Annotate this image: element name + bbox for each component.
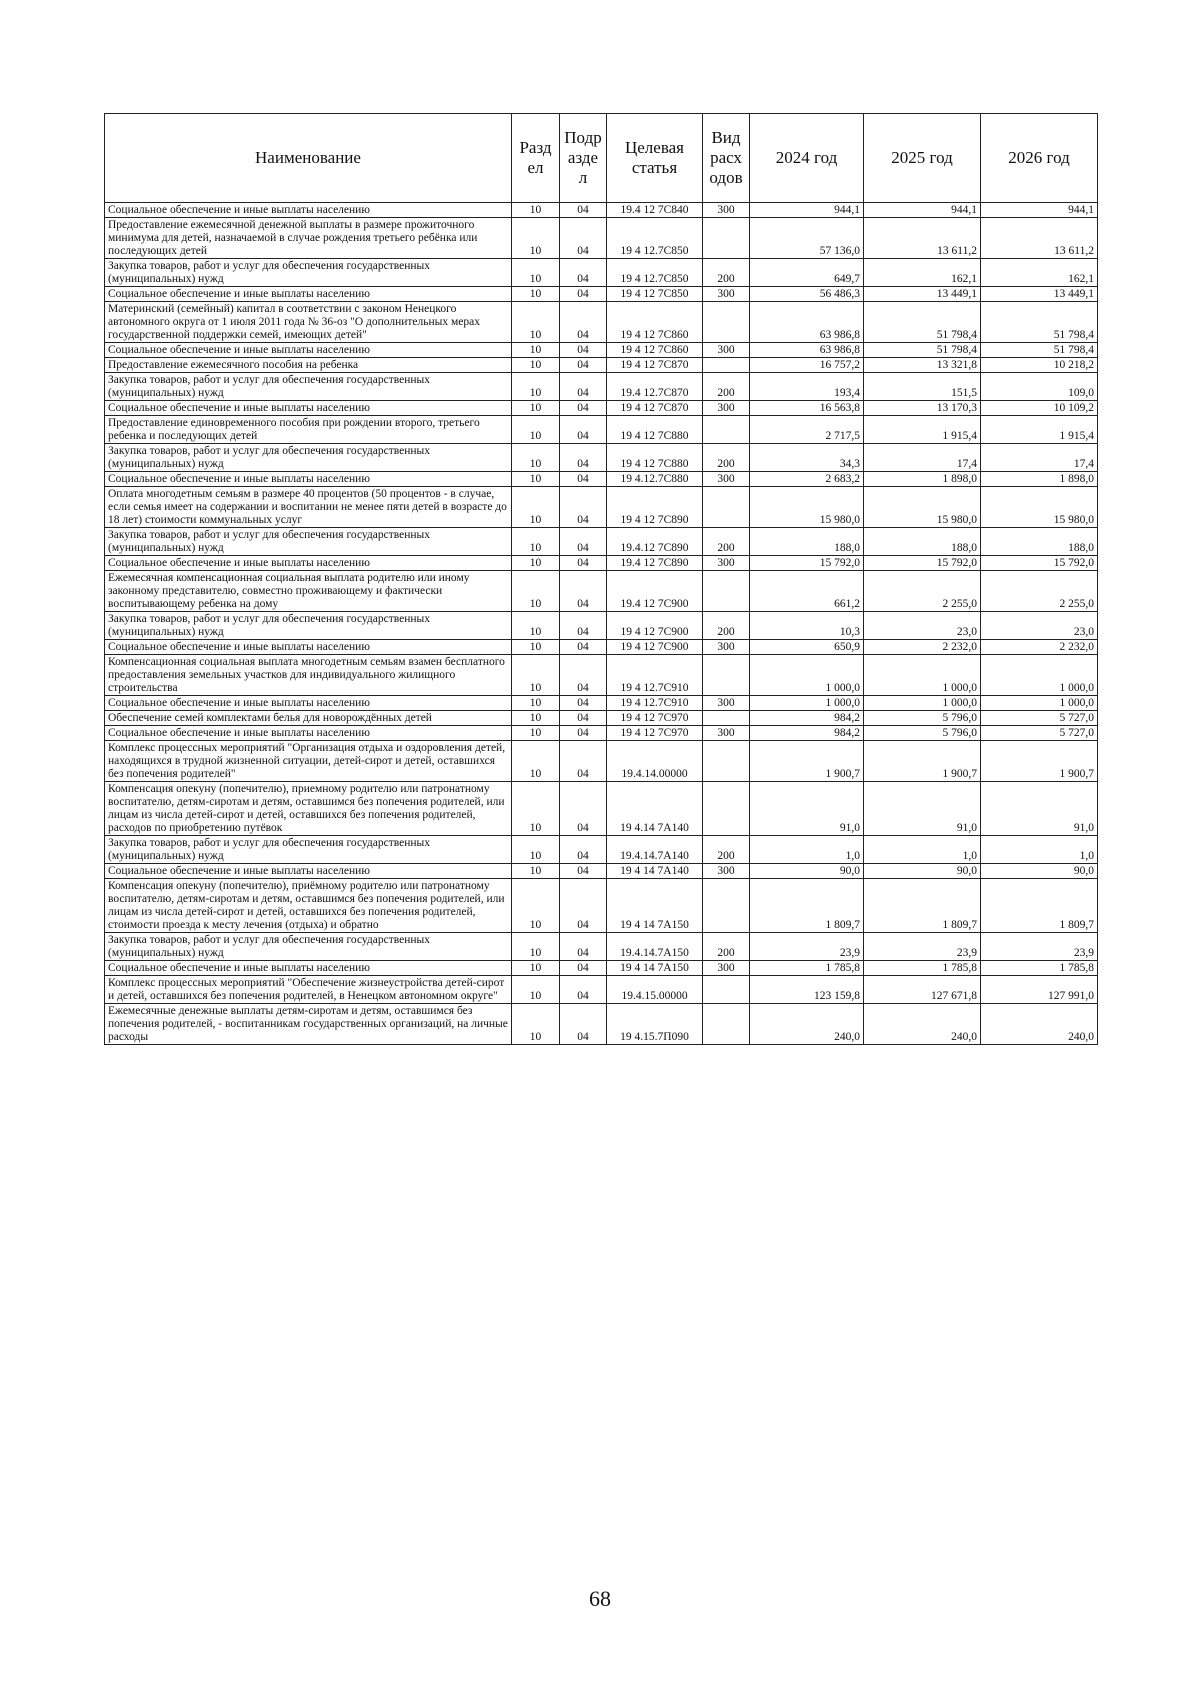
cell-2024: 15 980,0 <box>750 487 864 528</box>
cell-target-article: 19 4 12.7C850 <box>607 218 703 259</box>
cell-2025: 13 170,3 <box>864 401 981 416</box>
cell-2025: 51 798,4 <box>864 302 981 343</box>
cell-subsection: 04 <box>560 203 607 218</box>
table-header-row <box>105 114 1098 203</box>
cell-name: Предоставление единовременного пособия при рождении второго, третьего ребенка и последующих детей <box>105 416 512 444</box>
cell-target-article: 19.4.15.00000 <box>607 976 703 1004</box>
cell-2026: 13 611,2 <box>981 218 1098 259</box>
cell-2025: 127 671,8 <box>864 976 981 1004</box>
cell-2024: 240,0 <box>750 1004 864 1045</box>
cell-2024: 56 486,3 <box>750 287 864 302</box>
cell-name: Оплата многодетным семьям в размере 40 процентов (50 процентов - в случае, если семья имеет на содержании и воспитании не менее пяти детей в возрасте до 18 лет) стоимости коммунальных услуг <box>105 487 512 528</box>
cell-2024: 2 683,2 <box>750 472 864 487</box>
cell-2025: 1 915,4 <box>864 416 981 444</box>
cell-name: Социальное обеспечение и иные выплаты населению <box>105 401 512 416</box>
table-row <box>105 259 1098 287</box>
cell-section: 10 <box>512 218 560 259</box>
cell-subsection: 04 <box>560 373 607 401</box>
cell-target-article: 19 4 12.7C910 <box>607 696 703 711</box>
cell-name: Материнский (семейный) капитал в соответствии с законом Ненецкого автономного округа от 1 июля 2011 года № 36-оз "О дополнительных мерах государственной поддержки семей, имеющих детей" <box>105 302 512 343</box>
cell-section: 10 <box>512 879 560 933</box>
table-row <box>105 1004 1098 1045</box>
cell-2024: 2 717,5 <box>750 416 864 444</box>
cell-expense-type <box>703 976 750 1004</box>
cell-2024: 15 792,0 <box>750 556 864 571</box>
cell-2026: 1 809,7 <box>981 879 1098 933</box>
cell-expense-type <box>703 879 750 933</box>
cell-2024: 1 000,0 <box>750 655 864 696</box>
cell-2026: 10 109,2 <box>981 401 1098 416</box>
cell-subsection: 04 <box>560 444 607 472</box>
cell-target-article: 19 4 12 7C970 <box>607 711 703 726</box>
cell-2026: 944,1 <box>981 203 1098 218</box>
header-section: Разд ел <box>512 114 560 203</box>
cell-expense-type <box>703 711 750 726</box>
cell-name: Предоставление ежемесячной денежной выплаты в размере прожиточного минимума для детей, назначаемой в случае рождения третьего ребёнка или последующих детей <box>105 218 512 259</box>
cell-target-article: 19 4 12 7C970 <box>607 726 703 741</box>
cell-2025: 13 321,8 <box>864 358 981 373</box>
cell-2025: 90,0 <box>864 864 981 879</box>
cell-target-article: 19 4 12 7C860 <box>607 343 703 358</box>
cell-section: 10 <box>512 528 560 556</box>
table-row <box>105 711 1098 726</box>
cell-2026: 51 798,4 <box>981 302 1098 343</box>
cell-2026: 23,9 <box>981 933 1098 961</box>
budget-table-sheet <box>104 113 1097 1045</box>
cell-2025: 1,0 <box>864 836 981 864</box>
header-2025: 2025 год <box>864 114 981 203</box>
cell-2025: 13 611,2 <box>864 218 981 259</box>
cell-name: Закупка товаров, работ и услуг для обеспечения государственных (муниципальных) нужд <box>105 259 512 287</box>
cell-section: 10 <box>512 696 560 711</box>
cell-target-article: 19 4 12 7C870 <box>607 358 703 373</box>
cell-2025: 1 809,7 <box>864 879 981 933</box>
cell-target-article: 19.4 12.7C870 <box>607 373 703 401</box>
cell-name: Социальное обеспечение и иные выплаты населению <box>105 726 512 741</box>
cell-target-article: 19 4 12 7C860 <box>607 302 703 343</box>
cell-expense-type <box>703 302 750 343</box>
cell-2024: 23,9 <box>750 933 864 961</box>
cell-name: Социальное обеспечение и иные выплаты населению <box>105 203 512 218</box>
cell-subsection: 04 <box>560 864 607 879</box>
cell-name: Компенсация опекуну (попечителю), приёмному родителю или патронатному воспитателю, детям-сиротам и детям, оставшимся без попечения родителей, или лицам из числа детей-сирот и детей, оставшихся без попечения родителей, стоимости проезда к месту лечения (отдыха) и обратно <box>105 879 512 933</box>
cell-expense-type: 300 <box>703 726 750 741</box>
table-row <box>105 782 1098 836</box>
cell-2025: 1 898,0 <box>864 472 981 487</box>
cell-subsection: 04 <box>560 302 607 343</box>
cell-expense-type <box>703 358 750 373</box>
cell-name: Социальное обеспечение и иные выплаты населению <box>105 472 512 487</box>
header-subsection: Подр азде л <box>560 114 607 203</box>
header-target: Целевая статья <box>607 114 703 203</box>
cell-expense-type <box>703 782 750 836</box>
header-2026: 2026 год <box>981 114 1098 203</box>
table-row <box>105 287 1098 302</box>
cell-section: 10 <box>512 259 560 287</box>
table-row <box>105 358 1098 373</box>
table-row <box>105 218 1098 259</box>
cell-name: Предоставление ежемесячного пособия на ребенка <box>105 358 512 373</box>
cell-target-article: 19.4 12 7C900 <box>607 571 703 612</box>
cell-expense-type <box>703 1004 750 1045</box>
cell-section: 10 <box>512 836 560 864</box>
cell-section: 10 <box>512 864 560 879</box>
cell-2025: 5 796,0 <box>864 726 981 741</box>
cell-target-article: 19 4 14 7A150 <box>607 879 703 933</box>
cell-subsection: 04 <box>560 976 607 1004</box>
cell-section: 10 <box>512 655 560 696</box>
cell-name: Обеспечение семей комплектами белья для новорождённых детей <box>105 711 512 726</box>
cell-2026: 1,0 <box>981 836 1098 864</box>
cell-2025: 944,1 <box>864 203 981 218</box>
cell-2026: 188,0 <box>981 528 1098 556</box>
cell-2025: 1 000,0 <box>864 696 981 711</box>
cell-2026: 2 232,0 <box>981 640 1098 655</box>
cell-2026: 109,0 <box>981 373 1098 401</box>
cell-expense-type: 200 <box>703 528 750 556</box>
cell-expense-type: 300 <box>703 401 750 416</box>
cell-2025: 2 255,0 <box>864 571 981 612</box>
cell-expense-type: 200 <box>703 259 750 287</box>
table-row <box>105 528 1098 556</box>
cell-target-article: 19.4.14.00000 <box>607 741 703 782</box>
cell-2025: 91,0 <box>864 782 981 836</box>
cell-2025: 1 785,8 <box>864 961 981 976</box>
cell-expense-type: 300 <box>703 472 750 487</box>
cell-2025: 1 900,7 <box>864 741 981 782</box>
table-row <box>105 976 1098 1004</box>
cell-target-article: 19 4 14 7A140 <box>607 864 703 879</box>
cell-2024: 650,9 <box>750 640 864 655</box>
cell-name: Социальное обеспечение и иные выплаты населению <box>105 696 512 711</box>
cell-target-article: 19 4.12.7C880 <box>607 472 703 487</box>
cell-expense-type: 300 <box>703 203 750 218</box>
table-row <box>105 487 1098 528</box>
cell-2026: 1 900,7 <box>981 741 1098 782</box>
cell-2025: 240,0 <box>864 1004 981 1045</box>
table-row <box>105 864 1098 879</box>
cell-2024: 57 136,0 <box>750 218 864 259</box>
cell-2025: 13 449,1 <box>864 287 981 302</box>
table-row <box>105 343 1098 358</box>
cell-expense-type <box>703 655 750 696</box>
table-row <box>105 444 1098 472</box>
cell-target-article: 19 4 12 7C900 <box>607 640 703 655</box>
table-row <box>105 933 1098 961</box>
cell-2026: 1 000,0 <box>981 696 1098 711</box>
cell-subsection: 04 <box>560 741 607 782</box>
cell-expense-type: 300 <box>703 640 750 655</box>
table-row <box>105 879 1098 933</box>
cell-subsection: 04 <box>560 487 607 528</box>
cell-name: Закупка товаров, работ и услуг для обеспечения государственных (муниципальных) нужд <box>105 836 512 864</box>
table-row <box>105 302 1098 343</box>
cell-name: Комплекс процессных мероприятий "Организация отдыха и оздоровления детей, находящихся в трудной жизненной ситуации, детей-сирот и детей, оставшихся без попечения родителей" <box>105 741 512 782</box>
cell-expense-type: 300 <box>703 864 750 879</box>
table-row <box>105 401 1098 416</box>
cell-2025: 51 798,4 <box>864 343 981 358</box>
cell-target-article: 19 4 12.7C850 <box>607 259 703 287</box>
cell-2024: 984,2 <box>750 711 864 726</box>
cell-section: 10 <box>512 741 560 782</box>
cell-2024: 984,2 <box>750 726 864 741</box>
cell-subsection: 04 <box>560 782 607 836</box>
table-row <box>105 696 1098 711</box>
cell-2026: 5 727,0 <box>981 711 1098 726</box>
cell-section: 10 <box>512 961 560 976</box>
cell-target-article: 19.4.14.7A140 <box>607 836 703 864</box>
cell-2025: 162,1 <box>864 259 981 287</box>
cell-2024: 16 563,8 <box>750 401 864 416</box>
cell-expense-type: 200 <box>703 933 750 961</box>
cell-subsection: 04 <box>560 726 607 741</box>
cell-subsection: 04 <box>560 571 607 612</box>
cell-2024: 63 986,8 <box>750 343 864 358</box>
cell-2026: 13 449,1 <box>981 287 1098 302</box>
cell-2026: 2 255,0 <box>981 571 1098 612</box>
cell-2024: 661,2 <box>750 571 864 612</box>
cell-2024: 34,3 <box>750 444 864 472</box>
cell-name: Закупка товаров, работ и услуг для обеспечения государственных (муниципальных) нужд <box>105 444 512 472</box>
cell-2026: 90,0 <box>981 864 1098 879</box>
cell-2026: 15 792,0 <box>981 556 1098 571</box>
table-row <box>105 203 1098 218</box>
cell-2026: 15 980,0 <box>981 487 1098 528</box>
cell-2025: 15 980,0 <box>864 487 981 528</box>
cell-target-article: 19.4 12 7C840 <box>607 203 703 218</box>
cell-2026: 23,0 <box>981 612 1098 640</box>
cell-section: 10 <box>512 302 560 343</box>
cell-section: 10 <box>512 782 560 836</box>
cell-section: 10 <box>512 1004 560 1045</box>
table-row <box>105 373 1098 401</box>
cell-target-article: 19 4 12 7C890 <box>607 487 703 528</box>
cell-expense-type <box>703 416 750 444</box>
cell-subsection: 04 <box>560 528 607 556</box>
cell-name: Закупка товаров, работ и услуг для обеспечения государственных (муниципальных) нужд <box>105 612 512 640</box>
cell-2025: 23,9 <box>864 933 981 961</box>
cell-2025: 1 000,0 <box>864 655 981 696</box>
cell-2024: 90,0 <box>750 864 864 879</box>
cell-2024: 1,0 <box>750 836 864 864</box>
cell-section: 10 <box>512 287 560 302</box>
cell-2024: 1 900,7 <box>750 741 864 782</box>
cell-target-article: 19.4 12 7C890 <box>607 556 703 571</box>
cell-name: Компенсационная социальная выплата многодетным семьям взамен бесплатного предоставления земельных участков для индивидуального жилищного строительства <box>105 655 512 696</box>
cell-section: 10 <box>512 343 560 358</box>
cell-2025: 5 796,0 <box>864 711 981 726</box>
cell-name: Социальное обеспечение и иные выплаты населению <box>105 961 512 976</box>
table-row <box>105 612 1098 640</box>
cell-2026: 127 991,0 <box>981 976 1098 1004</box>
cell-subsection: 04 <box>560 711 607 726</box>
cell-2024: 944,1 <box>750 203 864 218</box>
header-expense-type: Вид расх одов <box>703 114 750 203</box>
table-row <box>105 655 1098 696</box>
cell-2025: 2 232,0 <box>864 640 981 655</box>
cell-expense-type <box>703 218 750 259</box>
cell-section: 10 <box>512 444 560 472</box>
cell-2026: 1 785,8 <box>981 961 1098 976</box>
cell-expense-type <box>703 487 750 528</box>
cell-2026: 162,1 <box>981 259 1098 287</box>
cell-name: Социальное обеспечение и иные выплаты населению <box>105 556 512 571</box>
cell-2025: 15 792,0 <box>864 556 981 571</box>
cell-2026: 17,4 <box>981 444 1098 472</box>
cell-section: 10 <box>512 203 560 218</box>
cell-section: 10 <box>512 472 560 487</box>
cell-expense-type: 200 <box>703 373 750 401</box>
table-row <box>105 726 1098 741</box>
cell-expense-type: 300 <box>703 696 750 711</box>
cell-expense-type <box>703 571 750 612</box>
cell-name: Социальное обеспечение и иные выплаты населению <box>105 287 512 302</box>
cell-name: Закупка товаров, работ и услуг для обеспечения государственных (муниципальных) нужд <box>105 373 512 401</box>
cell-section: 10 <box>512 401 560 416</box>
cell-expense-type: 200 <box>703 836 750 864</box>
cell-name: Социальное обеспечение и иные выплаты населению <box>105 864 512 879</box>
cell-2024: 1 000,0 <box>750 696 864 711</box>
table-row <box>105 741 1098 782</box>
cell-subsection: 04 <box>560 612 607 640</box>
cell-2026: 1 000,0 <box>981 655 1098 696</box>
cell-2026: 240,0 <box>981 1004 1098 1045</box>
cell-name: Компенсация опекуну (попечителю), приемному родителю или патронатному воспитателю, детям-сиротам и детям, оставшимся без попечения родителей, или лицам из числа детей-сирот и детей, оставшихся без попечения родителей, расходов по приобретению путёвок <box>105 782 512 836</box>
cell-subsection: 04 <box>560 472 607 487</box>
cell-2024: 649,7 <box>750 259 864 287</box>
cell-subsection: 04 <box>560 259 607 287</box>
table-row <box>105 556 1098 571</box>
cell-target-article: 19 4 12 7C870 <box>607 401 703 416</box>
cell-2026: 91,0 <box>981 782 1098 836</box>
cell-target-article: 19 4 12 7C850 <box>607 287 703 302</box>
cell-2024: 63 986,8 <box>750 302 864 343</box>
table-row <box>105 416 1098 444</box>
cell-subsection: 04 <box>560 1004 607 1045</box>
cell-section: 10 <box>512 358 560 373</box>
cell-name: Закупка товаров, работ и услуг для обеспечения государственных (муниципальных) нужд <box>105 528 512 556</box>
cell-section: 10 <box>512 571 560 612</box>
cell-2025: 188,0 <box>864 528 981 556</box>
table-row <box>105 836 1098 864</box>
cell-target-article: 19.4.12 7C890 <box>607 528 703 556</box>
cell-subsection: 04 <box>560 879 607 933</box>
table-row <box>105 571 1098 612</box>
cell-subsection: 04 <box>560 218 607 259</box>
cell-section: 10 <box>512 726 560 741</box>
cell-subsection: 04 <box>560 343 607 358</box>
cell-expense-type: 300 <box>703 343 750 358</box>
cell-subsection: 04 <box>560 696 607 711</box>
cell-subsection: 04 <box>560 640 607 655</box>
cell-target-article: 19 4 12 7C880 <box>607 416 703 444</box>
table-body <box>105 203 1098 1045</box>
cell-subsection: 04 <box>560 401 607 416</box>
cell-name: Ежемесячная компенсационная социальная выплата родителю или иному законному представителю, совместно проживающему и фактически воспитывающему ребенка на дому <box>105 571 512 612</box>
cell-section: 10 <box>512 976 560 1004</box>
cell-section: 10 <box>512 933 560 961</box>
cell-name: Социальное обеспечение и иные выплаты населению <box>105 640 512 655</box>
cell-2026: 1 898,0 <box>981 472 1098 487</box>
cell-2025: 17,4 <box>864 444 981 472</box>
cell-section: 10 <box>512 416 560 444</box>
cell-target-article: 19 4 12.7C910 <box>607 655 703 696</box>
cell-2024: 193,4 <box>750 373 864 401</box>
cell-2024: 123 159,8 <box>750 976 864 1004</box>
cell-2026: 51 798,4 <box>981 343 1098 358</box>
cell-target-article: 19 4 14 7A150 <box>607 961 703 976</box>
table-row <box>105 640 1098 655</box>
cell-section: 10 <box>512 373 560 401</box>
cell-2024: 10,3 <box>750 612 864 640</box>
cell-target-article: 19 4.15.7П090 <box>607 1004 703 1045</box>
cell-section: 10 <box>512 556 560 571</box>
header-2024: 2024 год <box>750 114 864 203</box>
cell-2026: 10 218,2 <box>981 358 1098 373</box>
cell-section: 10 <box>512 487 560 528</box>
table-row <box>105 472 1098 487</box>
header-name: Наименование <box>105 114 512 203</box>
cell-expense-type: 300 <box>703 287 750 302</box>
cell-subsection: 04 <box>560 358 607 373</box>
cell-expense-type <box>703 741 750 782</box>
cell-subsection: 04 <box>560 655 607 696</box>
cell-expense-type: 200 <box>703 444 750 472</box>
cell-expense-type: 300 <box>703 961 750 976</box>
table-row <box>105 961 1098 976</box>
cell-subsection: 04 <box>560 556 607 571</box>
cell-2024: 188,0 <box>750 528 864 556</box>
cell-target-article: 19.4.14.7A150 <box>607 933 703 961</box>
cell-2026: 1 915,4 <box>981 416 1098 444</box>
cell-section: 10 <box>512 711 560 726</box>
page-number: 68 <box>589 1586 611 1611</box>
cell-section: 10 <box>512 640 560 655</box>
cell-subsection: 04 <box>560 933 607 961</box>
cell-expense-type: 200 <box>703 612 750 640</box>
budget-table <box>104 113 1098 1045</box>
cell-target-article: 19 4 12 7C880 <box>607 444 703 472</box>
cell-name: Комплекс процессных мероприятий "Обеспечение жизнеустройства детей-сирот и детей, оставшихся без попечения родителей, в Ненецком автономном округе" <box>105 976 512 1004</box>
cell-2024: 1 785,8 <box>750 961 864 976</box>
cell-subsection: 04 <box>560 416 607 444</box>
cell-subsection: 04 <box>560 287 607 302</box>
cell-2024: 1 809,7 <box>750 879 864 933</box>
cell-name: Закупка товаров, работ и услуг для обеспечения государственных (муниципальных) нужд <box>105 933 512 961</box>
cell-name: Социальное обеспечение и иные выплаты населению <box>105 343 512 358</box>
cell-2025: 151,5 <box>864 373 981 401</box>
cell-name: Ежемесячные денежные выплаты детям-сиротам и детям, оставшимся без попечения родителей, - воспитанникам государственных организаций, на личные расходы <box>105 1004 512 1045</box>
cell-target-article: 19 4.14 7A140 <box>607 782 703 836</box>
cell-section: 10 <box>512 612 560 640</box>
cell-2024: 16 757,2 <box>750 358 864 373</box>
cell-subsection: 04 <box>560 836 607 864</box>
cell-2025: 23,0 <box>864 612 981 640</box>
cell-subsection: 04 <box>560 961 607 976</box>
cell-expense-type: 300 <box>703 556 750 571</box>
cell-2026: 5 727,0 <box>981 726 1098 741</box>
cell-2024: 91,0 <box>750 782 864 836</box>
cell-target-article: 19 4 12 7C900 <box>607 612 703 640</box>
